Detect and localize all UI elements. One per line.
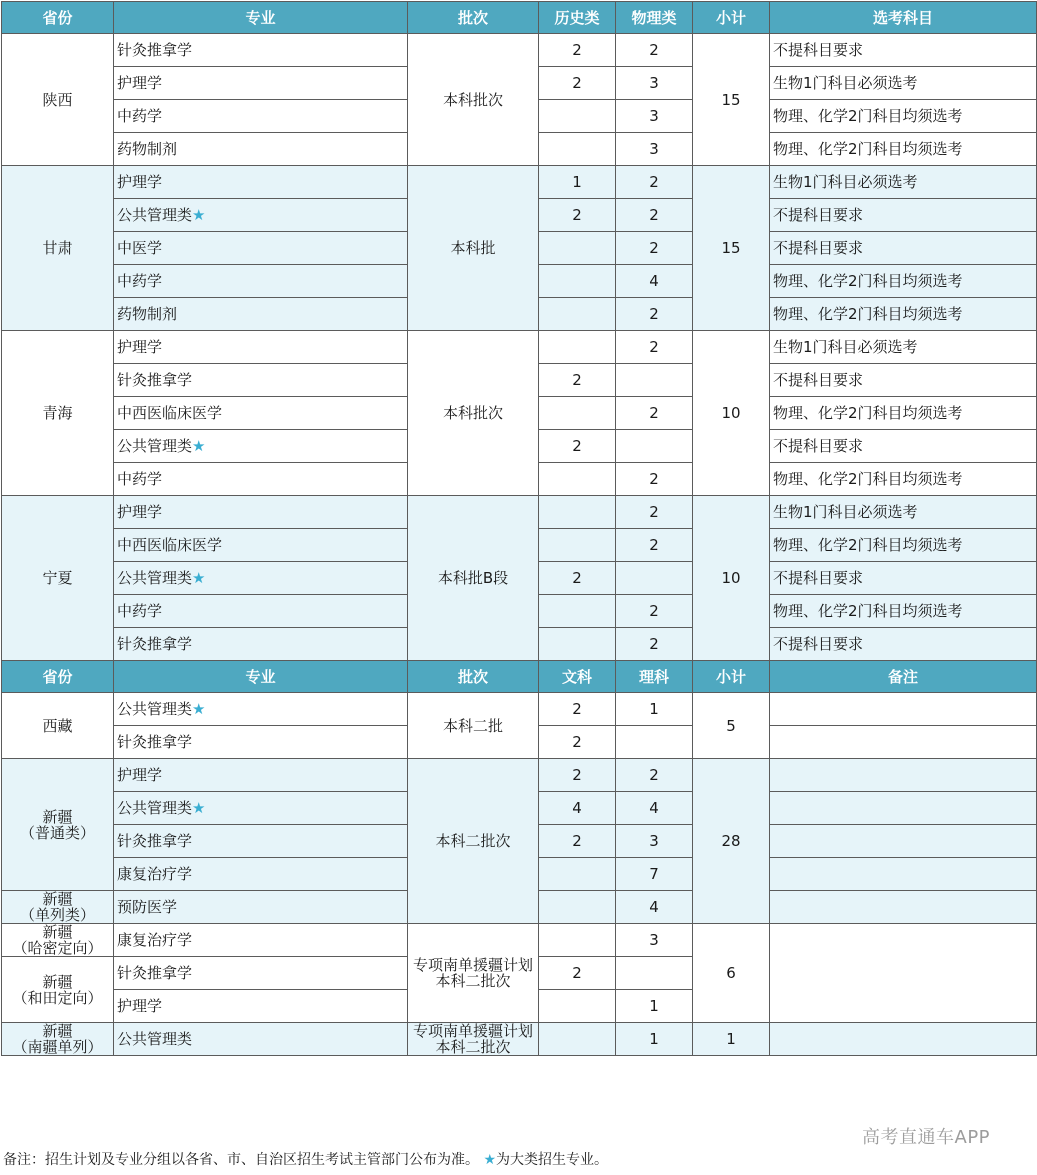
science-count — [616, 726, 693, 759]
header-subtotal: 小计 — [693, 661, 770, 693]
major-cell: 护理学 — [114, 990, 408, 1023]
subject-requirement: 物理、化学2门科目均须选考 — [770, 529, 1037, 562]
physics-count: 2 — [616, 199, 693, 232]
province-cell — [2, 924, 114, 957]
history-count: 2 — [539, 364, 616, 397]
major-cell: 药物制剂 — [114, 133, 408, 166]
batch-cell: 本科批次 — [408, 34, 539, 166]
science-count: 1 — [616, 693, 693, 726]
major-cell: 针灸推拿学 — [114, 825, 408, 858]
province-cell — [2, 1023, 114, 1056]
footer-star-note: 为大类招生专业。 — [496, 1152, 609, 1168]
province-name: 新疆 — [42, 807, 73, 826]
major-cell: 中西医临床医学 — [114, 397, 408, 430]
history-count — [539, 595, 616, 628]
history-count: 2 — [539, 34, 616, 67]
history-count — [539, 232, 616, 265]
science-count: 2 — [616, 759, 693, 792]
major-cell: 康复治疗学 — [114, 924, 408, 957]
major-name: 公共管理类 — [117, 799, 193, 817]
table-row — [2, 496, 1037, 529]
table-header-row — [2, 661, 1037, 693]
physics-count: 2 — [616, 166, 693, 199]
star-icon: ★ — [192, 569, 206, 587]
physics-count: 2 — [616, 463, 693, 496]
subtotal-cell: 28 — [693, 759, 770, 924]
province-cell: 陕西 — [2, 34, 114, 166]
subject-requirement: 物理、化学2门科目均须选考 — [770, 595, 1037, 628]
history-count — [539, 628, 616, 661]
liberal-arts-count — [539, 1023, 616, 1056]
table-row — [2, 331, 1037, 364]
science-count — [616, 957, 693, 990]
science-count: 1 — [616, 1023, 693, 1056]
batch-cell: 本科批次 — [408, 331, 539, 496]
header-province: 省份 — [2, 2, 114, 34]
subtotal-cell: 1 — [693, 1023, 770, 1056]
header-major: 专业 — [114, 2, 408, 34]
province-name: 新疆 — [42, 972, 73, 991]
remark-cell — [770, 891, 1037, 924]
remark-cell — [770, 693, 1037, 726]
header-physics: 物理类 — [616, 2, 693, 34]
province-cell: 西藏 — [2, 693, 114, 759]
science-count: 4 — [616, 792, 693, 825]
province-cell — [2, 891, 114, 924]
major-cell — [114, 693, 408, 726]
major-cell: 护理学 — [114, 759, 408, 792]
remark-cell — [770, 726, 1037, 759]
batch-cell: 本科二批次 — [408, 759, 539, 924]
subject-requirement: 不提科目要求 — [770, 232, 1037, 265]
physics-count: 2 — [616, 595, 693, 628]
province-category: （南疆单列） — [12, 1038, 103, 1056]
history-count: 2 — [539, 67, 616, 100]
table-row — [2, 759, 1037, 792]
header-major: 专业 — [114, 661, 408, 693]
physics-count: 2 — [616, 331, 693, 364]
province-cell: 青海 — [2, 331, 114, 496]
subject-requirement: 物理、化学2门科目均须选考 — [770, 265, 1037, 298]
watermark: 高考直通车APP — [862, 1127, 991, 1148]
physics-count: 3 — [616, 133, 693, 166]
physics-count: 2 — [616, 232, 693, 265]
subject-requirement: 不提科目要求 — [770, 34, 1037, 67]
header-subtotal: 小计 — [693, 2, 770, 34]
subtotal-cell: 6 — [693, 924, 770, 1023]
subject-requirement: 物理、化学2门科目均须选考 — [770, 463, 1037, 496]
subject-requirement: 生物1门科目必须选考 — [770, 331, 1037, 364]
physics-count: 3 — [616, 67, 693, 100]
history-count — [539, 100, 616, 133]
history-count — [539, 265, 616, 298]
major-cell: 针灸推拿学 — [114, 364, 408, 397]
subtotal-cell: 10 — [693, 496, 770, 661]
remark-cell — [770, 858, 1037, 891]
physics-count: 2 — [616, 496, 693, 529]
province-name: 新疆 — [42, 890, 73, 908]
major-cell: 护理学 — [114, 496, 408, 529]
header-history: 历史类 — [539, 2, 616, 34]
major-cell: 中西医临床医学 — [114, 529, 408, 562]
province-category: （哈密定向） — [12, 939, 103, 957]
major-cell: 护理学 — [114, 67, 408, 100]
history-count — [539, 298, 616, 331]
major-cell — [114, 430, 408, 463]
table-row — [2, 693, 1037, 726]
physics-count — [616, 364, 693, 397]
star-icon: ★ — [483, 1152, 497, 1168]
physics-count: 3 — [616, 100, 693, 133]
major-cell: 护理学 — [114, 166, 408, 199]
major-cell: 中医学 — [114, 232, 408, 265]
physics-count: 2 — [616, 529, 693, 562]
enrollment-table — [1, 1, 1037, 1056]
history-count — [539, 397, 616, 430]
subject-requirement: 生物1门科目必须选考 — [770, 496, 1037, 529]
star-icon: ★ — [192, 700, 206, 718]
batch-cell: 本科二批 — [408, 693, 539, 759]
physics-count: 4 — [616, 265, 693, 298]
history-count — [539, 463, 616, 496]
province-cell — [2, 759, 114, 891]
liberal-arts-count: 2 — [539, 957, 616, 990]
physics-count: 2 — [616, 397, 693, 430]
physics-count: 2 — [616, 628, 693, 661]
batch-cell: 专项南单援疆计划本科二批次 — [408, 924, 539, 1023]
table-row — [2, 34, 1037, 67]
subject-requirement: 物理、化学2门科目均须选考 — [770, 100, 1037, 133]
major-name: 公共管理类 — [117, 206, 193, 224]
subject-requirement: 不提科目要求 — [770, 562, 1037, 595]
major-cell: 康复治疗学 — [114, 858, 408, 891]
province-cell — [2, 957, 114, 1023]
subject-requirement: 生物1门科目必须选考 — [770, 166, 1037, 199]
major-cell: 中药学 — [114, 100, 408, 133]
batch-cell: 专项南单援疆计划本科二批次 — [408, 1023, 539, 1056]
subtotal-cell: 5 — [693, 693, 770, 759]
liberal-arts-count: 2 — [539, 759, 616, 792]
province-category: （和田定向） — [12, 988, 103, 1007]
header-province: 省份 — [2, 661, 114, 693]
science-count: 7 — [616, 858, 693, 891]
physics-count: 2 — [616, 34, 693, 67]
subject-requirement: 物理、化学2门科目均须选考 — [770, 298, 1037, 331]
major-name: 公共管理类 — [117, 569, 193, 587]
liberal-arts-count — [539, 924, 616, 957]
remark-cell — [770, 825, 1037, 858]
subject-requirement: 不提科目要求 — [770, 430, 1037, 463]
history-count: 1 — [539, 166, 616, 199]
header-batch: 批次 — [408, 661, 539, 693]
major-cell: 中药学 — [114, 595, 408, 628]
province-name: 新疆 — [42, 923, 73, 941]
major-cell — [114, 562, 408, 595]
subject-requirement: 物理、化学2门科目均须选考 — [770, 133, 1037, 166]
major-cell: 预防医学 — [114, 891, 408, 924]
province-cell: 宁夏 — [2, 496, 114, 661]
liberal-arts-count: 2 — [539, 726, 616, 759]
batch-cell: 本科批B段 — [408, 496, 539, 661]
subject-requirement: 不提科目要求 — [770, 199, 1037, 232]
header-science: 理科 — [616, 661, 693, 693]
province-cell: 甘肃 — [2, 166, 114, 331]
science-count: 3 — [616, 825, 693, 858]
subject-requirement: 生物1门科目必须选考 — [770, 67, 1037, 100]
liberal-arts-count: 4 — [539, 792, 616, 825]
liberal-arts-count — [539, 891, 616, 924]
history-count — [539, 529, 616, 562]
physics-count — [616, 430, 693, 463]
major-cell: 中药学 — [114, 265, 408, 298]
province-name: 新疆 — [42, 1022, 73, 1040]
batch-cell: 本科批 — [408, 166, 539, 331]
remark-cell — [770, 759, 1037, 792]
footer-note — [3, 1150, 608, 1170]
major-cell: 中药学 — [114, 463, 408, 496]
history-count — [539, 496, 616, 529]
liberal-arts-count — [539, 990, 616, 1023]
liberal-arts-count: 2 — [539, 825, 616, 858]
science-count: 4 — [616, 891, 693, 924]
subtotal-cell: 10 — [693, 331, 770, 496]
star-icon: ★ — [192, 206, 206, 224]
major-cell: 药物制剂 — [114, 298, 408, 331]
liberal-arts-count — [539, 858, 616, 891]
table-row — [2, 166, 1037, 199]
subject-requirement: 不提科目要求 — [770, 364, 1037, 397]
remark-cell — [770, 792, 1037, 825]
header-liberal-arts: 文科 — [539, 661, 616, 693]
physics-count — [616, 562, 693, 595]
subject-requirement: 物理、化学2门科目均须选考 — [770, 397, 1037, 430]
major-cell: 针灸推拿学 — [114, 726, 408, 759]
header-batch: 批次 — [408, 2, 539, 34]
subtotal-cell: 15 — [693, 34, 770, 166]
history-count: 2 — [539, 562, 616, 595]
subtotal-cell: 15 — [693, 166, 770, 331]
science-count: 1 — [616, 990, 693, 1023]
major-cell: 护理学 — [114, 331, 408, 364]
footer-note-text: 备注：招生计划及专业分组以各省、市、自治区招生考试主管部门公布为准。 — [3, 1152, 479, 1168]
province-category: （普通类） — [19, 823, 95, 842]
history-count — [539, 331, 616, 364]
major-name: 公共管理类 — [117, 700, 193, 718]
science-count: 3 — [616, 924, 693, 957]
remark-cell — [770, 924, 1037, 1023]
history-count: 2 — [539, 199, 616, 232]
major-cell — [114, 792, 408, 825]
major-cell: 公共管理类 — [114, 1023, 408, 1056]
history-count — [539, 133, 616, 166]
liberal-arts-count: 2 — [539, 693, 616, 726]
header-subjects: 选考科目 — [770, 2, 1037, 34]
subject-requirement: 不提科目要求 — [770, 628, 1037, 661]
province-category: （单列类） — [19, 906, 95, 924]
physics-count: 2 — [616, 298, 693, 331]
major-name: 公共管理类 — [117, 437, 193, 455]
remark-cell — [770, 1023, 1037, 1056]
major-cell: 针灸推拿学 — [114, 628, 408, 661]
table-header-row — [2, 2, 1037, 34]
star-icon: ★ — [192, 799, 206, 817]
history-count: 2 — [539, 430, 616, 463]
major-cell: 针灸推拿学 — [114, 34, 408, 67]
header-remark: 备注 — [770, 661, 1037, 693]
major-cell: 针灸推拿学 — [114, 957, 408, 990]
major-cell — [114, 199, 408, 232]
star-icon: ★ — [192, 437, 206, 455]
